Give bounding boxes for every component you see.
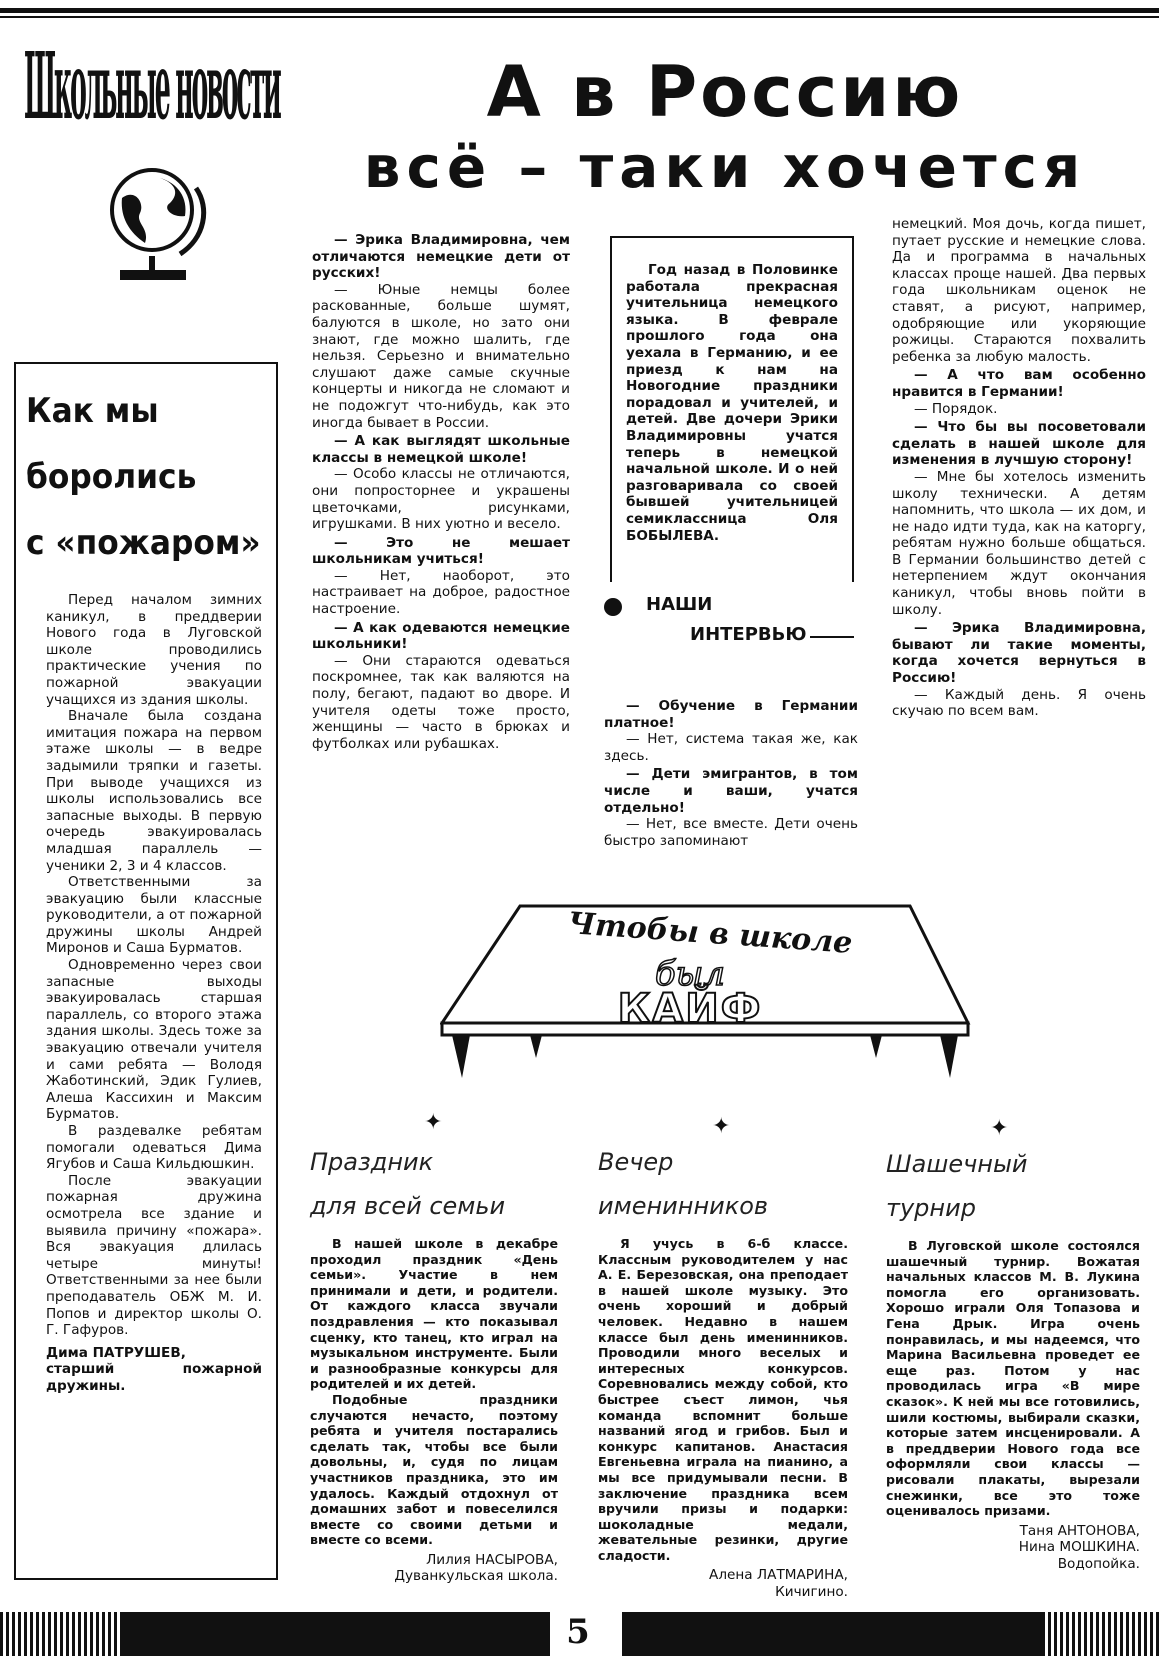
interview-answer: — Нет, система такая же, как здесь. xyxy=(604,731,858,764)
page-number: 5 xyxy=(566,1612,590,1652)
paragraph: Ответственными за эвакуацию были классные руководители, а от пожарной дружины школы Андрей Миронов и Саша Бурматов. xyxy=(46,874,262,957)
interview-answer: — Они стараются одеваться поскромнее, так как валяются на полу, бегают, падают во дворе. И учителя одеты тоже просто, женщины — часто в брюках и футболках или рубашках. xyxy=(312,652,570,752)
article-family-holiday xyxy=(310,1140,558,1585)
author: Таня АНТОНОВА, xyxy=(1019,1522,1140,1539)
interview-question: — Обучение в Германии платное! xyxy=(604,698,858,731)
interview-rubric xyxy=(600,594,860,645)
place: Кичигино. xyxy=(775,1584,848,1601)
title-line: Как мы xyxy=(26,391,159,431)
article-checkers-tournament xyxy=(886,1142,1140,1572)
paragraph: Перед началом зимних каникул, в преддверии Нового года в Луговской школе проводились практические учения по пожарной эвакуации учащихся из здания школы. xyxy=(46,592,262,708)
section-title: Школьные новости xyxy=(24,32,280,140)
paragraph: Вначале была создана имитация пожара на первом этаже школы — в ведре задымили тряпки и газеты. При выводе учащихся из школы использовались все запасные выходы. В первую очередь эвакуировалась младшая параллель — ученики 2, 3 и 4 классов. xyxy=(46,708,262,874)
title-line: боролись xyxy=(26,457,197,497)
footer-bar-right-solid xyxy=(622,1612,1042,1656)
banner-line1: Чтобы в школе xyxy=(566,906,854,961)
article-title: турнир xyxy=(886,1194,976,1222)
paragraph: Одновременно через свои запасные выходы эвакуировалась старшая параллель, со второго этажа здания школы. Здесь тоже за эвакуацию отвечали учителя и сами ребята — Володя Жаботинский, Эдик Гулиев, Алеша Кассихин и Максим Бурматов. xyxy=(46,957,262,1123)
interview-intro: Год назад в Половинке работала прекрасная учительница немецкого языка. В феврале прошлого года она уехала в Германию, и ее приезд к нам на Новогодние праздники порадовал и учителей, и детей. Две дочери Эрики Владимировны учатся теперь в немецкой начальной школе. И о ней разговаривала со своей бывшей учительницей семиклассница Оля БОБЫЛЕВА. xyxy=(626,262,838,544)
interview-answer: — Юные немцы более раскованные, больше шумят, балуются в школе, но зато они знают, где можно шалить, где нельзя. Серьезно и внимательно слушают даже самые скучные концерты и никогда не сломают и не подожгут что-нибудь, как это иногда бывает в России. xyxy=(312,281,570,431)
headline-line1: А в Россию xyxy=(486,51,964,133)
rubric-line2: ИНТЕРВЬЮ xyxy=(690,624,807,645)
signature-role: старший пожарной дружины. xyxy=(46,1361,262,1394)
interview-intro-box xyxy=(610,236,854,582)
paragraph: После эвакуации пожарная дружина осмотрела все здание и выявила причину «пожара». Вся эвакуация длилась четыре минуты! Ответственными за нее были преподаватель ОБЖ М. И. Попов и директор школы О. Г. Гафуров. xyxy=(46,1172,262,1339)
rubric-rule xyxy=(810,636,854,638)
interview-question: — Эрика Владимировна, чем отличаются немецкие дети от русских! xyxy=(312,232,570,282)
star-icon: ✦ xyxy=(712,1114,731,1139)
interview-answer: — Порядок. xyxy=(914,400,998,417)
interview-question: — Это не мешает школьникам учиться! xyxy=(312,534,570,568)
headline-line2: всё – таки хочется xyxy=(363,133,1087,201)
star-icon: ✦ xyxy=(990,1116,1009,1141)
fire-article xyxy=(14,362,278,1580)
top-rule-thin xyxy=(0,16,1159,18)
author: Алена ЛАТМАРИНА, xyxy=(709,1567,848,1584)
star-icon: ✦ xyxy=(424,1110,443,1135)
article-title: Шашечный xyxy=(886,1150,1028,1178)
article-title: для всей семьи xyxy=(310,1192,506,1220)
masthead xyxy=(24,32,280,288)
top-rule xyxy=(0,8,1159,13)
footer-bar-left-solid xyxy=(120,1612,550,1656)
fire-article-title xyxy=(26,378,261,576)
article-birthday-evening xyxy=(598,1140,848,1601)
interview-question: — Эрика Владимировна, бывают ли такие моменты, когда хочется вернуться в Россию! xyxy=(892,620,1146,687)
author: Нина МОШКИНА. xyxy=(1018,1539,1140,1556)
interview-answer: — Нет, наоборот, это настраивает на доброе, радостное настроение. xyxy=(312,567,570,618)
interview-question: — Дети эмигрантов, в том числе и ваши, учатся отдельно! xyxy=(604,766,858,816)
interview-column-2 xyxy=(604,698,858,849)
interview-answer: — Нет, все вместе. Дети очень быстро запоминают xyxy=(604,816,858,849)
globe-icon xyxy=(100,158,220,288)
bullet-icon xyxy=(604,598,622,616)
interview-answer: — Каждый день. Я очень скучаю по всем вам. xyxy=(892,686,1146,720)
banner-line2: был xyxy=(654,954,726,994)
interview-question: — А как выглядят школьные классы в немецкой школе! xyxy=(312,433,570,466)
interview-question: — Что бы вы посоветовали сделать в нашей школе для изменения в лучшую сторону! xyxy=(892,419,1146,469)
banner xyxy=(440,898,980,1088)
place: Дуванкульская школа. xyxy=(394,1568,558,1585)
paragraph: В раздевалке ребятам помогали одеваться Дима Ягубов и Саша Кильдюшкин. xyxy=(46,1123,262,1173)
interview-question: — А что вам особенно нравится в Германии! xyxy=(892,367,1146,400)
article-title: Праздник xyxy=(310,1148,434,1176)
headline xyxy=(300,52,1150,202)
paragraph: Я учусь в 6-б классе. Классным руководителем у нас А. Е. Березовская, она преподает в нашей школе музыку. Это очень хороший и добрый человек. Недавно в нашем классе был день именинников. Проводили много веселых и интересных конкурсов. Соревновались между собой, кто быстрее съест лимон, чья команда вспомнит больше названий ягод и грибов. Был и конкурс капитанов. Анастасия Евгеньевна играла на пианино, а мы все придумывали песни. В заключение праздника всем вручили призы и подарки: шоколадные медали, жевательные резинки, другие сладости. xyxy=(598,1236,848,1563)
paragraph: Подобные праздники случаются нечасто, поэтому ребята и учителя постарались сделать так, чтобы все были довольны, и, судя по лицам участников праздника, это им удалось. Каждый отдохнул от домашних забот и повеселился вместе со своими детьми и вместе со всеми. xyxy=(310,1391,558,1548)
rubric-line1: НАШИ xyxy=(646,594,713,615)
interview-answer: немецкий. Моя дочь, когда пишет, путает русские и немецкие слова. Да и программа в начальных классах проще нашей. Два первых года школьникам оценок не ставят, а рисуют, например, одобряющие или укоряющие рожицы. Стараются похвалить ребенка за любую малость. xyxy=(892,216,1146,365)
footer-bar-right xyxy=(1042,1612,1159,1656)
interview-question: — А как одеваются немецкие школьники! xyxy=(312,619,570,653)
interview-answer: — Особо классы не отличаются, они попросторнее и украшены цветочками, рисунками, игрушками. В них уютно и весело. xyxy=(312,466,570,533)
interview-column-3 xyxy=(892,216,1146,720)
article-title: Вечер xyxy=(598,1148,674,1176)
interview-column-1 xyxy=(312,232,570,752)
article-title: именинников xyxy=(598,1192,769,1220)
banner-line3: КАЙФ xyxy=(617,986,763,1032)
paragraph: В нашей школе в декабре проходил праздник «День семьи». Участие в нем принимали и дети, и родители. От каждого класса звучали поздравления — кто показывал сценку, кто танец, кто играл на музыкальном инструменте. Были и разнообразные конкурсы для родителей и их детей. xyxy=(310,1236,558,1392)
title-line: с «пожаром» xyxy=(26,523,261,563)
paragraph: В Луговской школе состоялся шашечный турнир. Вожатая начальных классов М. В. Лукина помогла его организовать. Хорошо играли Оля Топазова и Гена Дрык. Игра очень понравилась, и мы надеемся, что Марина Васильевна проведет ее еще раз. Потом у нас проводилась игра «В мире сказок». К ней мы все готовились, шили костюмы, выбирали сказки, которые затем инсценировали. А в преддверии Нового года все оформляли свои классы — рисовали плакаты, вырезали снежинки, все это тоже оценивалось призами. xyxy=(886,1238,1140,1519)
author: Лилия НАСЫРОВА, xyxy=(426,1551,558,1568)
signature-name: Дима ПАТРУШЕВ, xyxy=(46,1344,186,1361)
interview-answer: — Мне бы хотелось изменить школу технически. А детям напомнить, что школа — их дом, и не надо идти туда, как на каторгу, ребятам нужно больше общаться. В Германии большинство детей с нетерпением ждут окончания каникул, чтобы вновь пойти в школу. xyxy=(892,468,1146,618)
footer-bar-left xyxy=(0,1612,120,1656)
place: Водопойка. xyxy=(1057,1555,1140,1572)
